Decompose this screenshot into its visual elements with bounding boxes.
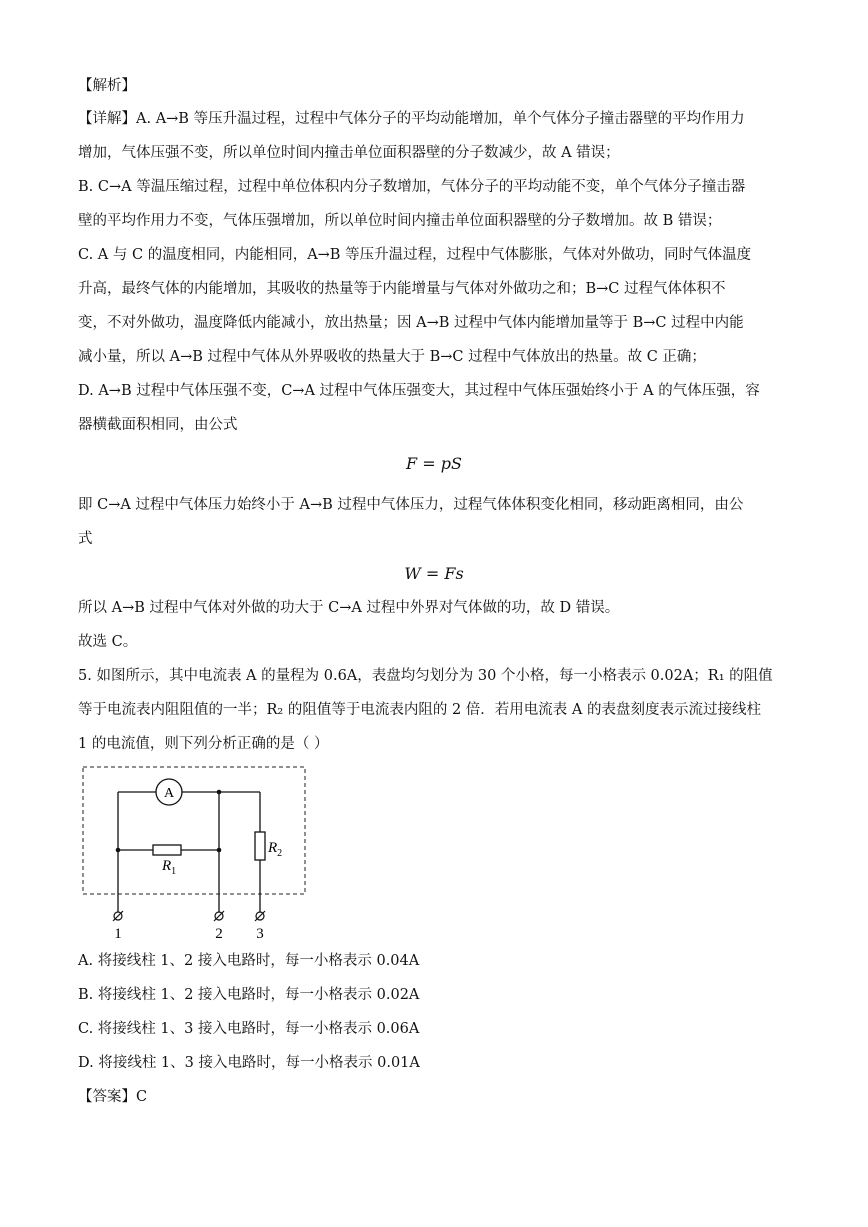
analysis-line: C. A 与 C 的温度相同，内能相同，A→B 等压升温过程，过程中气体膨胀，气体对外做功，同时气体温度 <box>78 247 752 263</box>
terminal-1 <box>113 911 123 921</box>
analysis-line: 减小量，所以 A→B 过程中气体从外界吸收的热量大于 B→C 过程中气体放出的热量。故 C 正确； <box>78 349 706 365</box>
option-b: B. 将接线柱 1、2 接入电路时，每一小格表示 0.02A <box>78 987 420 1003</box>
question-line: 5. 如图所示，其中电流表 A 的量程为 0.6A，表盘均匀划分为 30 个小格，每一小格表示 0.02A；R₁ 的阻值 <box>78 668 773 684</box>
formula-force: F = pS <box>406 454 462 473</box>
terminal-label-1: 1 <box>114 926 122 942</box>
option-a: A. 将接线柱 1、2 接入电路时，每一小格表示 0.04A <box>78 953 420 969</box>
option-d: D. 将接线柱 1、3 接入电路时，每一小格表示 0.01A <box>78 1055 420 1071</box>
terminal-label-2: 2 <box>215 926 223 942</box>
analysis-line: 故选 C。 <box>78 634 138 650</box>
junction-dot <box>116 848 121 853</box>
ammeter-label: A <box>163 786 175 801</box>
answer: 【答案】C <box>78 1089 148 1105</box>
analysis-line: B. C→A 等温压缩过程，过程中单位体积内分子数增加，气体分子的平均动能不变，单个气体分子撞击器 <box>78 179 746 195</box>
question-line: 等于电流表内阻阻值的一半；R₂ 的阻值等于电流表内阻的 2 倍．若用电流表 A 的表盘刻度表示流过接线柱 <box>78 702 761 718</box>
analysis-line: 所以 A→B 过程中气体对外做的功大于 C→A 过程中外界对气体做的功，故 D 错误。 <box>78 600 620 616</box>
analysis-line: 即 C→A 过程中气体压力始终小于 A→B 过程中气体压力，过程气体体积变化相同，移动距离相同，由公 <box>78 497 744 513</box>
analysis-line: 增加，气体压强不变，所以单位时间内撞击单位面积器壁的分子数减少，故 A 错误； <box>78 145 620 161</box>
dashed-enclosure <box>83 767 305 894</box>
analysis-line: 器横截面积相同，由公式 <box>78 417 238 433</box>
analysis-header: 【解析】 <box>78 78 136 94</box>
terminal-3 <box>255 911 265 921</box>
analysis-line: 变，不对外做功，温度降低内能减小，放出热量；因 A→B 过程中气体内能增加量等于 B→C 过程中内能 <box>78 315 744 331</box>
resistor-r2 <box>255 832 265 860</box>
resistor-r2-label: $R_2$ <box>268 840 283 859</box>
resistor-r1 <box>153 845 181 855</box>
option-c: C. 将接线柱 1、3 接入电路时，每一小格表示 0.06A <box>78 1021 420 1037</box>
question-line: 1 的电流值，则下列分析正确的是（ ） <box>78 736 329 752</box>
terminal-2 <box>214 911 224 921</box>
analysis-line: D. A→B 过程中气体压强不变，C→A 过程中气体压强变大，其过程中气体压强始终小于 A 的气体压强，容 <box>78 383 760 399</box>
analysis-line: 式 <box>78 531 93 547</box>
analysis-line: 【详解】A. A→B 等压升温过程，过程中气体分子的平均动能增加，单个气体分子撞击器壁的平均作用力 <box>78 111 745 127</box>
circuit-diagram <box>80 764 312 942</box>
junction-dot <box>217 790 222 795</box>
analysis-line: 壁的平均作用力不变，气体压强增加，所以单位时间内撞击单位面积器壁的分子数增加。故 B 错误； <box>78 213 722 229</box>
terminal-label-3: 3 <box>256 926 264 942</box>
formula-work: W = Fs <box>404 564 464 583</box>
analysis-line: 升高，最终气体的内能增加，其吸收的热量等于内能增量与气体对外做功之和；B→C 过程气体体积不 <box>78 281 726 297</box>
resistor-r1-label: $R_1$ <box>162 858 177 877</box>
junction-dot <box>217 848 222 853</box>
